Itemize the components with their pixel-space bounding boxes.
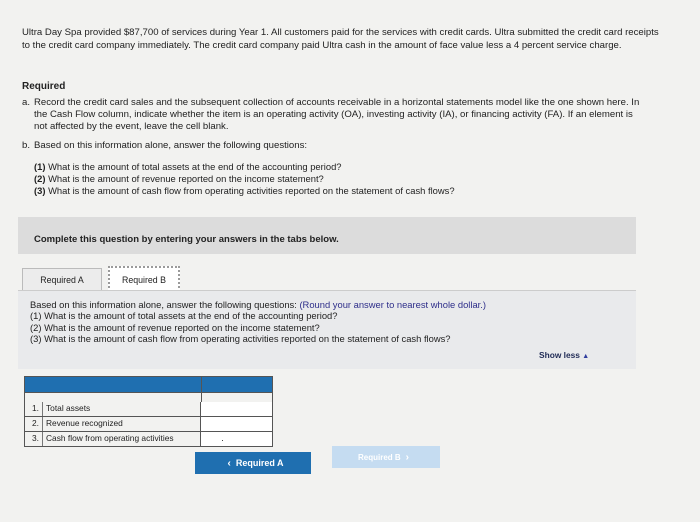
answer-table [24,376,273,447]
total-assets-field[interactable] [201,402,272,416]
triangle-up-icon: ▲ [582,353,590,360]
next-required-b-button[interactable] [332,446,440,468]
required-heading: Required [22,81,66,92]
total-assets-input[interactable] [201,402,272,416]
operating-cash-flow-field[interactable] [201,432,272,446]
next-button-label: Required B [357,452,401,462]
tab-content-panel [18,290,636,369]
instruction-banner-text: Complete this question by entering your answers in the tabs below. [34,234,339,245]
table-row [24,417,273,432]
table-row [24,402,273,417]
question-2: (2) What is the amount of revenue reported on the income statement? [34,172,324,184]
question-list [34,161,455,196]
prev-required-a-button[interactable] [195,452,311,474]
panel-question-1: (1) What is the amount of total assets at the end of the accounting period? [30,310,338,322]
question-1: (1) What is the amount of total assets at the end of the accounting period? [34,161,342,172]
question-3: (3) What is the amount of cash flow from operating activities reported on the statement of cash flows? [34,184,455,196]
table-row [24,432,273,447]
answer-table-header [24,376,273,393]
requirement-b [22,140,307,151]
problem-intro: Ultra Day Spa provided $87,700 of services during Year 1. All customers paid for the services with credit cards. Ultra submitted the credit card receipts to the credit card company immediately. The credit card company paid Ultra cash in the amount of face value less a 4 percent service charge. [22,27,659,51]
requirement-a-marker: a. [22,97,31,108]
requirement-a [22,97,642,134]
panel-instructions: Based on this information alone, answer the following questions: (Round your answer to nearest whole dollar.) (1) What is the amount of total assets at the end of the accounting period? (2) What is the amount of revenue reported on the income statement? (3) What is the amount of cash flow from operating activities reported on the statement of cash flows? [30,299,620,345]
panel-question-2: (2) What is the amount of revenue reported on the income statement? [30,321,320,333]
instruction-banner [18,217,636,254]
row-label: Revenue recognized [43,417,201,431]
requirement-b-marker: b. [22,140,31,151]
chevron-left-icon: ‹ [227,457,231,469]
tab-required-a[interactable]: Required A [22,268,102,290]
chevron-right-icon: › [405,451,409,463]
show-less-link[interactable]: Show less ▲ [539,350,590,360]
row-number: 2. [25,417,43,431]
panel-question-3: (3) What is the amount of cash flow from operating activities reported on the statement of cash flows? [30,333,451,345]
revenue-recognized-field[interactable] [201,417,272,431]
requirement-b-text: Based on this information alone, answer the following questions: [34,140,308,151]
revenue-recognized-input[interactable] [201,417,272,431]
tab-required-b[interactable]: Required B [108,266,180,292]
row-number: 1. [25,402,43,416]
answer-table-spacer [24,393,273,402]
rounding-note: (Round your answer to nearest whole dollar.) [299,299,486,310]
requirement-a-text: Record the credit card sales and the subsequent collection of accounts receivable in a horizontal statements model like the one shown here. In the Cash Flow column, indicate whether the item is an operating activity (OA), investing activity (IA), or financing activity (FA). If an element is not affected by the event, leave the cell blank. [34,97,640,133]
row-label: Total assets [43,402,201,416]
prev-button-label: Required A [235,458,284,468]
tab-bar [18,268,636,290]
cell-dot-icon: · [221,435,224,445]
row-label: Cash flow from operating activities [43,432,201,446]
row-number: 3. [25,432,43,446]
operating-cash-flow-input[interactable] [201,432,272,446]
